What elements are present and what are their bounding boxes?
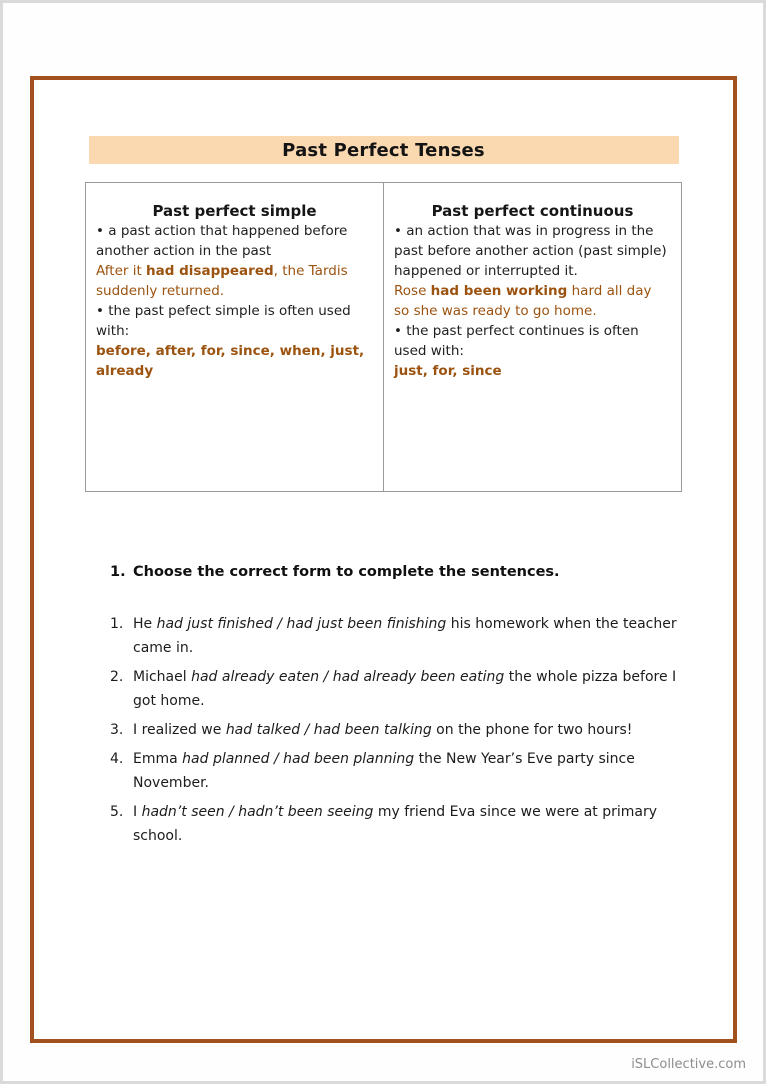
continuous-example-sentence: Rose had been working hard all day so she was ready to go home. (394, 283, 652, 319)
exercise-item (110, 718, 733, 742)
column-past-perfect-simple (86, 183, 384, 491)
exercise-instruction: Choose the correct form to complete the sentences. (133, 564, 560, 580)
exercise-heading (110, 564, 733, 580)
column-header-simple: Past perfect simple (152, 202, 317, 220)
item-number: 1. (110, 616, 124, 632)
column-past-perfect-continuous (384, 183, 681, 491)
page-border-frame (30, 76, 737, 1043)
simple-keywords: before, after, for, since, when, just, already (96, 343, 365, 379)
title-banner (89, 136, 679, 164)
item-sentence: I realized we had talked / had been talking on the phone for two hours! (133, 722, 633, 738)
item-number: 4. (110, 751, 124, 767)
item-sentence: Emma had planned / had been planning the New Year’s Eve party since November. (133, 751, 635, 791)
exercise-item (110, 800, 733, 848)
column-header-continuous: Past perfect continuous (431, 202, 634, 220)
continuous-keywords: just, for, since (394, 363, 502, 379)
exercise-item-list (110, 612, 733, 848)
exercise-item (110, 747, 733, 795)
item-number: 2. (110, 669, 124, 685)
item-sentence: I hadn’t seen / hadn’t been seeing my friend Eva since we were at primary school. (133, 804, 658, 844)
page-title: Past Perfect Tenses (282, 139, 485, 161)
grammar-table (85, 182, 682, 492)
exercise-item (110, 612, 733, 660)
exercise-item (110, 665, 733, 713)
simple-example-sentence: After it had disappeared, the Tardis suddenly returned. (96, 263, 348, 299)
exercise-section (34, 564, 733, 848)
item-number: 5. (110, 804, 124, 820)
item-sentence: Michael had already eaten / had already been eating the whole pizza before I got home. (133, 669, 677, 709)
continuous-definition-bullet: • an action that was in progress in the past before another action (past simple) happened or interrupted it. (394, 223, 667, 279)
simple-definition-bullet: • a past action that happened before another action in the past (96, 223, 348, 259)
islcollective-watermark: iSLCollective.com (631, 1057, 746, 1072)
continuous-usage-bullet: • the past perfect continues is often used with: (394, 323, 639, 359)
item-number: 3. (110, 722, 124, 738)
simple-usage-bullet: • the past pefect simple is often used with: (96, 303, 351, 339)
exercise-number: 1. (110, 564, 126, 580)
item-sentence: He had just finished / had just been finishing his homework when the teacher came in. (133, 616, 677, 656)
